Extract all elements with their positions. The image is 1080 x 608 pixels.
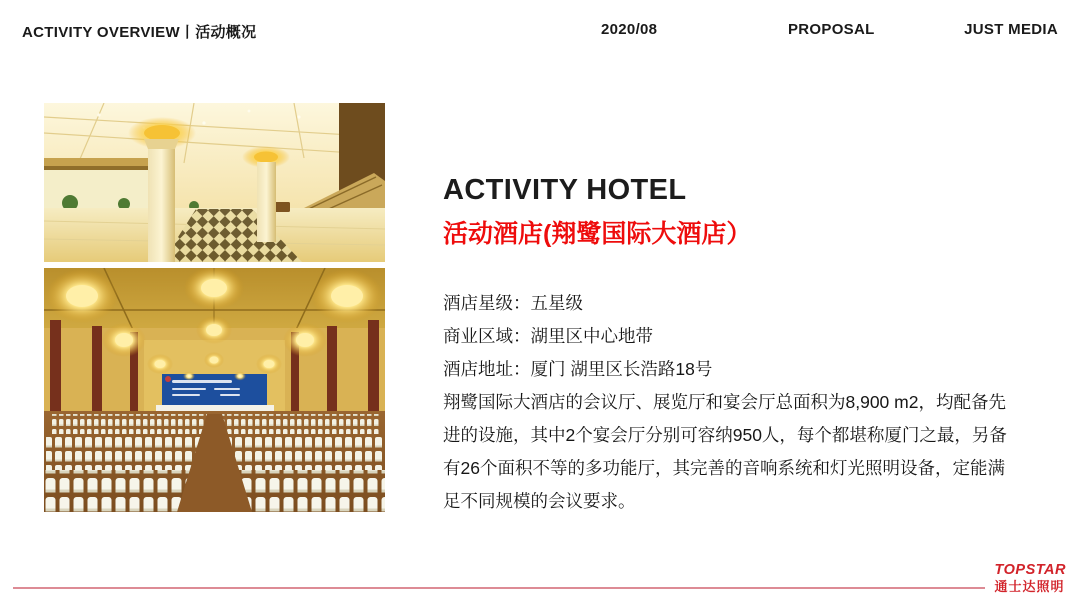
hotel-address: 酒店地址：厦门 湖里区长浩路18号 bbox=[443, 359, 713, 379]
slide-agency: JUST MEDIA bbox=[964, 21, 1058, 38]
hotel-description: 翔鹭国际大酒店的会议厅、展览厅和宴会厅总面积为8,900 m2，均配备先进的设施，其中2个宴会厅分别可容纳950人，每个都堪称厦门之最，另备有26个面积不等的多功能厅，其完善的音响系统和灯光照明设备，定能满足不同规模的会议要求。 bbox=[443, 392, 1007, 511]
topstar-logo-wordmark: TOPSTAR bbox=[994, 562, 1066, 578]
slide-section-title: ACTIVITY OVERVIEW丨活动概况 bbox=[22, 24, 257, 41]
banquet-hall-photo bbox=[44, 268, 385, 512]
footer-divider bbox=[13, 587, 985, 589]
slide-doc-type: PROPOSAL bbox=[788, 21, 875, 38]
topstar-logo-chinese: 通士达照明 bbox=[994, 579, 1065, 595]
slide-date: 2020/08 bbox=[601, 21, 658, 38]
hotel-business-district: 商业区域：湖里区中心地带 bbox=[443, 326, 653, 346]
topstar-logo bbox=[995, 561, 1066, 595]
hotel-lobby-illustration bbox=[44, 103, 385, 262]
banquet-hall-illustration bbox=[44, 268, 385, 512]
hotel-star-rating: 酒店星级：五星级 bbox=[443, 293, 583, 313]
activity-hotel-subtitle: 活动酒店(翔鹭国际大酒店） bbox=[443, 220, 752, 248]
hotel-lobby-photo bbox=[44, 103, 385, 262]
activity-hotel-title: ACTIVITY HOTEL bbox=[443, 174, 687, 206]
hotel-details bbox=[443, 287, 1018, 518]
